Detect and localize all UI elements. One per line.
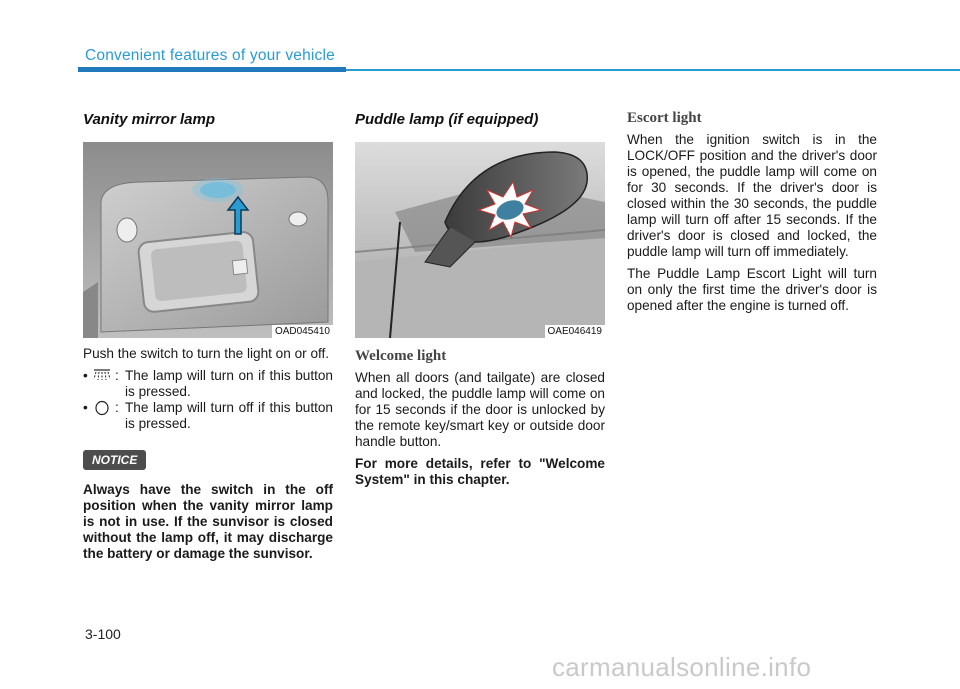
escort-light-title: Escort light xyxy=(627,110,702,126)
header-accent-bar xyxy=(78,67,346,72)
bullet-lamp-on-text: The lamp will turn on if this button is pressed. xyxy=(125,368,333,399)
figure-code-puddle: OAE046419 xyxy=(545,325,606,338)
figure-code-vanity: OAD045410 xyxy=(272,325,333,338)
vanity-lamp-figure xyxy=(83,142,333,338)
notice-badge: NOTICE xyxy=(83,450,146,470)
column-vanity-mirror-lamp xyxy=(83,108,333,568)
welcome-light-reference: For more details, refer to "Welcome System" in this chapter. xyxy=(355,456,605,487)
notice-text: Always have the switch in the off position when the vanity mirror lamp is not in use. If the sunvisor is closed without the lamp off, it may discharge the battery or damage the sunvisor. xyxy=(83,482,333,561)
vanity-lamp-title: Vanity mirror lamp xyxy=(83,111,215,128)
header-rule xyxy=(346,69,960,71)
welcome-light-title: Welcome light xyxy=(355,348,447,364)
puddle-lamp-title: Puddle lamp (if equipped) xyxy=(355,111,539,128)
escort-light-text-2: The Puddle Lamp Escort Light will turn on only the first time the driver's door is opened after the engine is turned off. xyxy=(627,266,877,313)
section-header-title: Convenient features of your vehicle xyxy=(85,47,335,64)
column-puddle-lamp xyxy=(355,108,605,494)
bullet-lamp-off: • : The lamp will turn off if this button is pressed. xyxy=(83,400,333,431)
welcome-light-text: When all doors (and tailgate) are closed and locked, the puddle lamp will come on for 15 seconds if the door is unlocked by the remote key/smart key or outside door handle button. xyxy=(355,370,605,449)
page-number: 3-100 xyxy=(85,626,121,642)
lamp-on-icon xyxy=(91,368,115,384)
bullet-lamp-off-text: The lamp will turn off if this button is pressed. xyxy=(125,400,333,431)
sunvisor-illustration xyxy=(83,142,333,338)
vanity-lamp-intro: Push the switch to turn the light on or off. xyxy=(83,346,330,361)
side-mirror-illustration xyxy=(355,142,605,338)
bullet-lamp-on: • : The lamp will turn on if this button is pressed. xyxy=(83,368,333,399)
watermark: carmanualsonline.info xyxy=(552,652,812,682)
puddle-lamp-figure xyxy=(355,142,605,338)
escort-light-text-1: When the ignition switch is in the LOCK/OFF position and the driver's door is opened, the puddle lamp will come on for 30 seconds. If the driver's door is closed within the 30 seconds, the puddle lamp will turn off after 15 seconds. If the driver's door is closed and locked, the puddle lamp will turn off immediately. xyxy=(627,132,877,259)
column-escort-light xyxy=(627,108,877,320)
lamp-off-icon xyxy=(91,400,115,416)
